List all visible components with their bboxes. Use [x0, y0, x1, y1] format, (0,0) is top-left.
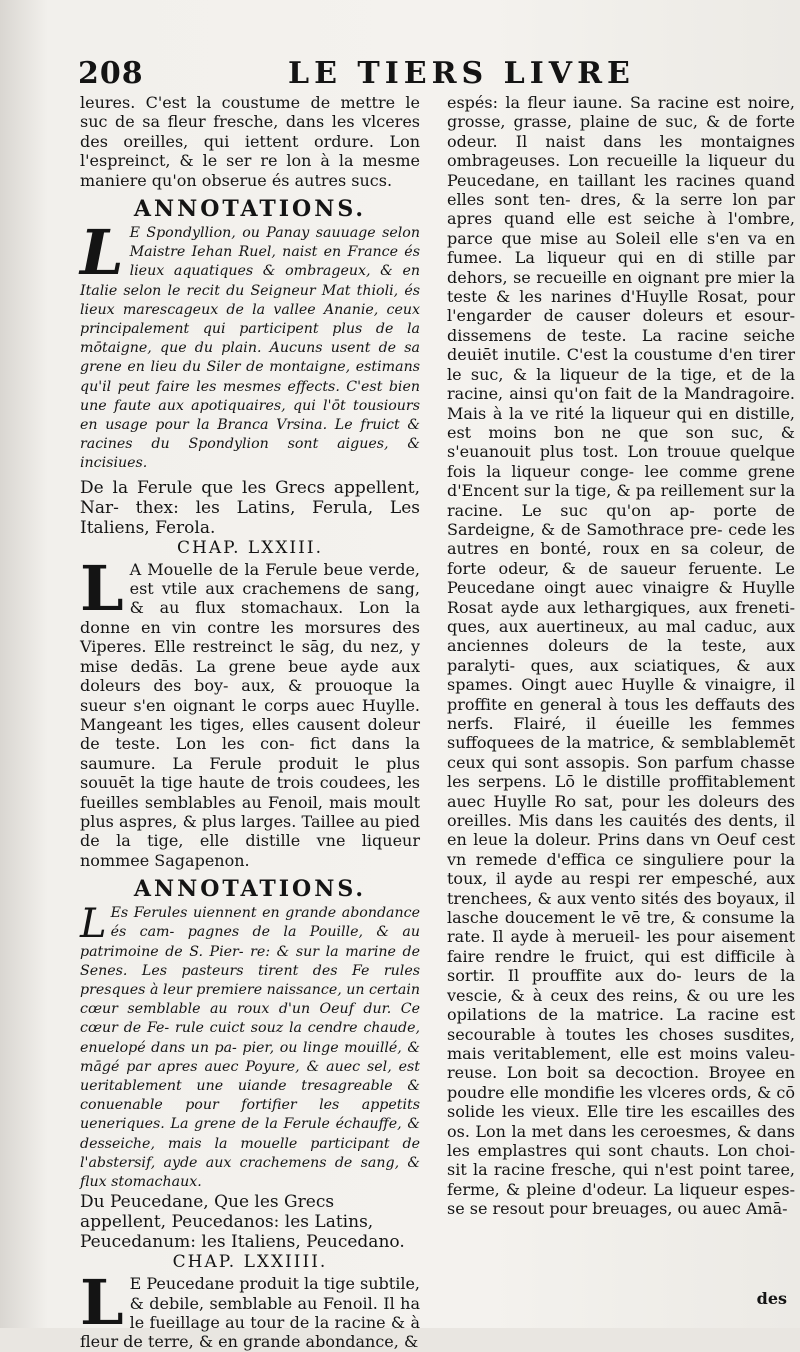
chapter-number-73: CHAP. LXXIII. — [177, 537, 323, 558]
running-title: LE TIERS LIVRE — [288, 56, 635, 91]
drop-cap: L — [80, 551, 124, 625]
paragraph-ferule — [80, 551, 420, 871]
annotations-heading-2: ANNOTATIONS. — [133, 876, 367, 903]
paragraph-peucedane-start — [80, 1266, 421, 1352]
drop-cap: L — [80, 1266, 124, 1340]
page-number: 208 — [78, 56, 144, 91]
catchword: des — [756, 1289, 787, 1308]
annotations-text-2 — [80, 901, 421, 1192]
chapter-heading-ferule: De la Ferule que les Grecs appellent, Nar- thex: les Latins, Ferula, Les Italiens, Ferola. — [80, 477, 420, 538]
paragraph-spondylion-end: leures. C'est la coustume de mettre le suc de sa fleur fresche, dans les vlceres des oreilles, qui iettent ordure. Lon l'espreinct, & le ser re lon à la mesme maniere qu'on obserue és autres sucs. — [80, 93, 420, 190]
paragraph-peucedane-continued: espés: la fleur iaune. Sa racine est noire, grosse, grasse, plaine de suc, & de forte odeur. Il naist dans les montaignes ombrageuses. Lon recueille la liqueur du Peucedane, en taillant les racines quand elles sont ten- dres, & la serre lon par apres quand elle est seiche à l'ombre, parce que mise au Soleil elle s'en va en fumee. La liqueur qui en di stille par dehors, se recueille en oignant pre mier la teste & les narines d'Huylle Rosat, pour l'engarder de causer doleurs et esour- dissemens de teste. La racine seiche deuiēt inutile. C'est la coustume d'en tirer le suc, & la liqueur de la tige, et de la racine, ainsi qu'on fait de la Mandragoire. Mais à la ve rité la liqueur qui en distille, est moins bon ne que son suc, & s'euanouit plus tost. Lon trouue quelque fois la liqueur conge- lee comme grene d'Encent sur la tige, & pa reillement sur la racine. Le suc qu'on ap- porte de Sardeigne, & de Samothrace pre- cede les autres en bonté, roux en sa coleur, de forte odeur, & de saueur feruente. Le Peucedane oingt auec vinaigre & Huylle Rosat ayde aux lethargiques, aux freneti- ques, aux auertineux, au mal caduc, aux anciennes doleurs de la teste, aux paralyti- ques, aux sciatiques, & aux spames. Oingt auec Huylle & vinaigre, il proffite en general à tous les deffauts des nerfs. Flairé, il éueille les femmes suffoquees de la matrice, & semblablemēt ceux qui sont assopis. Son parfum chasse les serpens. Lō le distille proffitablement auec Huylle Ro sat, pour les doleurs des oreilles. Mis dans les cauités des dents, il en leue la doleur. Prins dans vn Oeuf cest vn remede d'effica ce singuliere pour la toux, il ayde au respi rer empesché, aux trenchees, & aux vento sités des boyaux, il lasche doucement le vē tre, & consume la rate. Il ayde à merueil- les pour aisement faire rendre le fruict, qui est difficile à sortir. Il prouffite aux do- leurs de la vescie, & à ceux des reins, & ou ure les opilations de la matrice. La racine est secourable à toutes les choses susdites, mais veritablement, elle est moins valeu- reuse. Lon boit sa decoction. Broyee en poudre elle mondifie les vlceres ords, & cō solide les vieux. Elle tire les escailles des os. Lon la met dans les ceroesmes, & dans les emplastres qui sont chauts. Lon choi- sit la racine fresche, qui n'est point taree, ferme, & pleine d'odeur. La liqueur espes- se se resout pour breuages, ou auec Amā- — [447, 93, 795, 1219]
annotations-text-1 — [80, 216, 420, 474]
annotation-body-2: Es Ferules uiennent en grande abondance és cam- pagnes de la Pouille, & au patrimoine de S. Pier- re: & sur la marine de Senes. Les pasteurs tirent des Fe rules presques à leur premiere naissance, un certain cœur semblable au roux d'un Oeuf dur. Ce cœur de Fe- rule cuict souz la cendre chaude, enuelopé dans un pa- pier, ou linge mouillé, & māgé par apres auec Poyure, & auec sel, est ueritablement une uiande tresagreable & conuenable pour fortifier les appetits ueneriques. La grene de la Ferule échauffe, & desseiche, mais la mouelle participant de l'abstersif, ayde aux crachemens de sang, & flux stomachaux. — [80, 905, 421, 1191]
drop-cap: L — [80, 216, 124, 290]
left-column — [80, 93, 421, 1352]
chapter-heading-peucedane: Du Peucedane, Que les Grecs appellent, Peucedanos: les Latins, Peucedanum: les Italiens, Peucedano. — [80, 1192, 405, 1253]
chapter-number-74: CHAP. LXXIIII. — [172, 1252, 328, 1273]
annotation-body-1: E Spondyllion, ou Panay sauuage selon Maistre Iehan Ruel, naist en France és lieux aquatiques & ombrageux, & en Italie selon le recit du Seigneur Mat thioli, és lieux marescageux de la vallee Ananie, ceux principalement qui participent plus de la mōtaigne, que du plain. Aucuns usent de sa grene en lieu du Siler de montaigne, estimans qu'il peut faire les mesmes effects. C'est bien une faute aux apotiquaires, qui l'ōt tousiours en usage pour la Branca Vrsina. Le fruict & racines du Spondylion sont aigues, & incisiues. — [80, 225, 420, 472]
drop-cap: L — [80, 901, 107, 948]
paragraph-peucedane-body: E Peucedane produit la tige subtile, & debile, semblable au Fenoil. Il ha le fueillage au tour de la racine & à fleur de terre, & en grande abondance, & — [80, 1274, 421, 1352]
paragraph-ferule-body: A Mouelle de la Ferule beue verde, est vtile aux crachemens de sang, & au flux stomachaux. Lon la donne en vin contre les morsures des Viperes. Elle restreinct le sāg, du nez, y mise dedās. La grene beue ayde aux doleurs des boy- aux, & prouoque la sueur s'en oignant le corps auec Huylle. Mangeant les tiges, elles causent doleur de teste. Lon les con- fict dans la saumure. La Ferule produit le plus souuēt la tige haute de trois coudees, les fueilles semblables au Fenoil, mais moult plus aspres, & plus larges. Taillee au pied de la tige, elle distille vne liqueur nommee Sagapenon. — [80, 559, 420, 870]
right-column — [447, 93, 795, 1308]
page-header — [0, 52, 800, 92]
annotations-heading-1: ANNOTATIONS. — [133, 196, 367, 223]
